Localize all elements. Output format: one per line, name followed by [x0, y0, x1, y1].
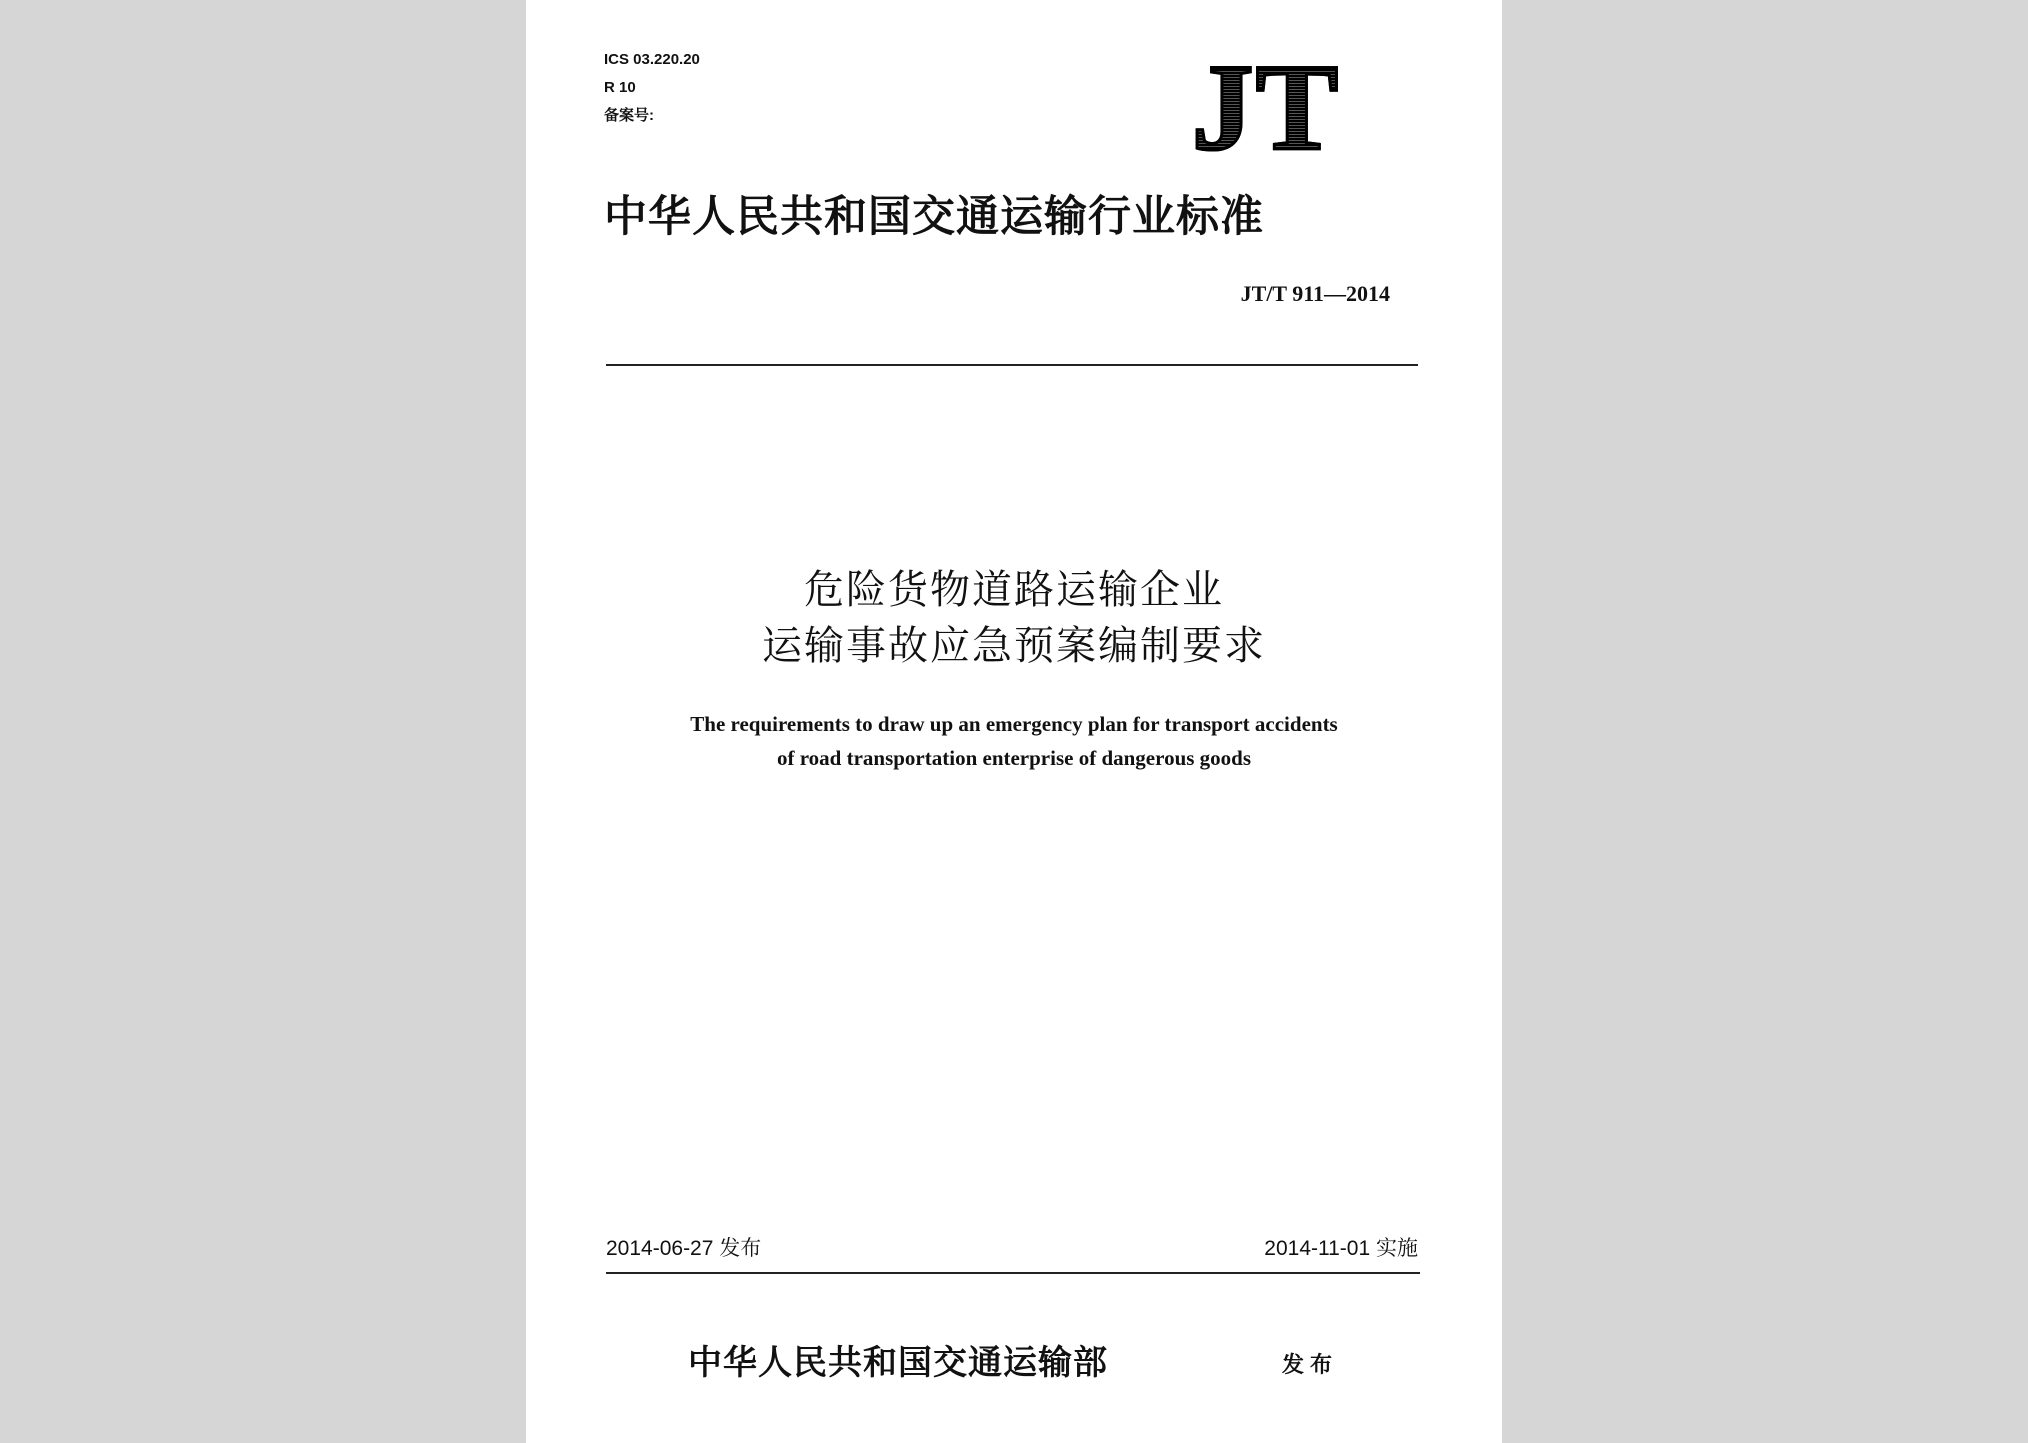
classification-code: R 10	[604, 79, 636, 96]
implement-date: 2014-11-01 实施	[1264, 1237, 1418, 1260]
title-cn-line-1: 危险货物道路运输企业	[804, 567, 1224, 613]
record-number-label: 备案号:	[604, 107, 654, 124]
publisher-name: 中华人民共和国交通运输部	[688, 1343, 1108, 1383]
standard-category-title: 中华人民共和国交通运输行业标准	[604, 192, 1264, 242]
jt-logo: JT	[1166, 52, 1366, 164]
title-cn-line-2: 运输事故应急预案编制要求	[762, 623, 1266, 669]
standard-code: JT/T 911—2014	[1240, 281, 1390, 306]
title-en-line-1: The requirements to draw up an emergency plan for transport accidents	[690, 712, 1338, 736]
ics-code: ICS 03.220.20	[604, 51, 700, 68]
issue-date: 2014-06-27 发布	[606, 1237, 762, 1260]
header-divider	[606, 364, 1418, 366]
document-page	[526, 0, 1502, 1443]
title-en-line-2: of road transportation enterprise of dangerous goods	[776, 746, 1252, 770]
footer-divider	[606, 1272, 1420, 1274]
publish-label: 发布	[1282, 1353, 1339, 1378]
